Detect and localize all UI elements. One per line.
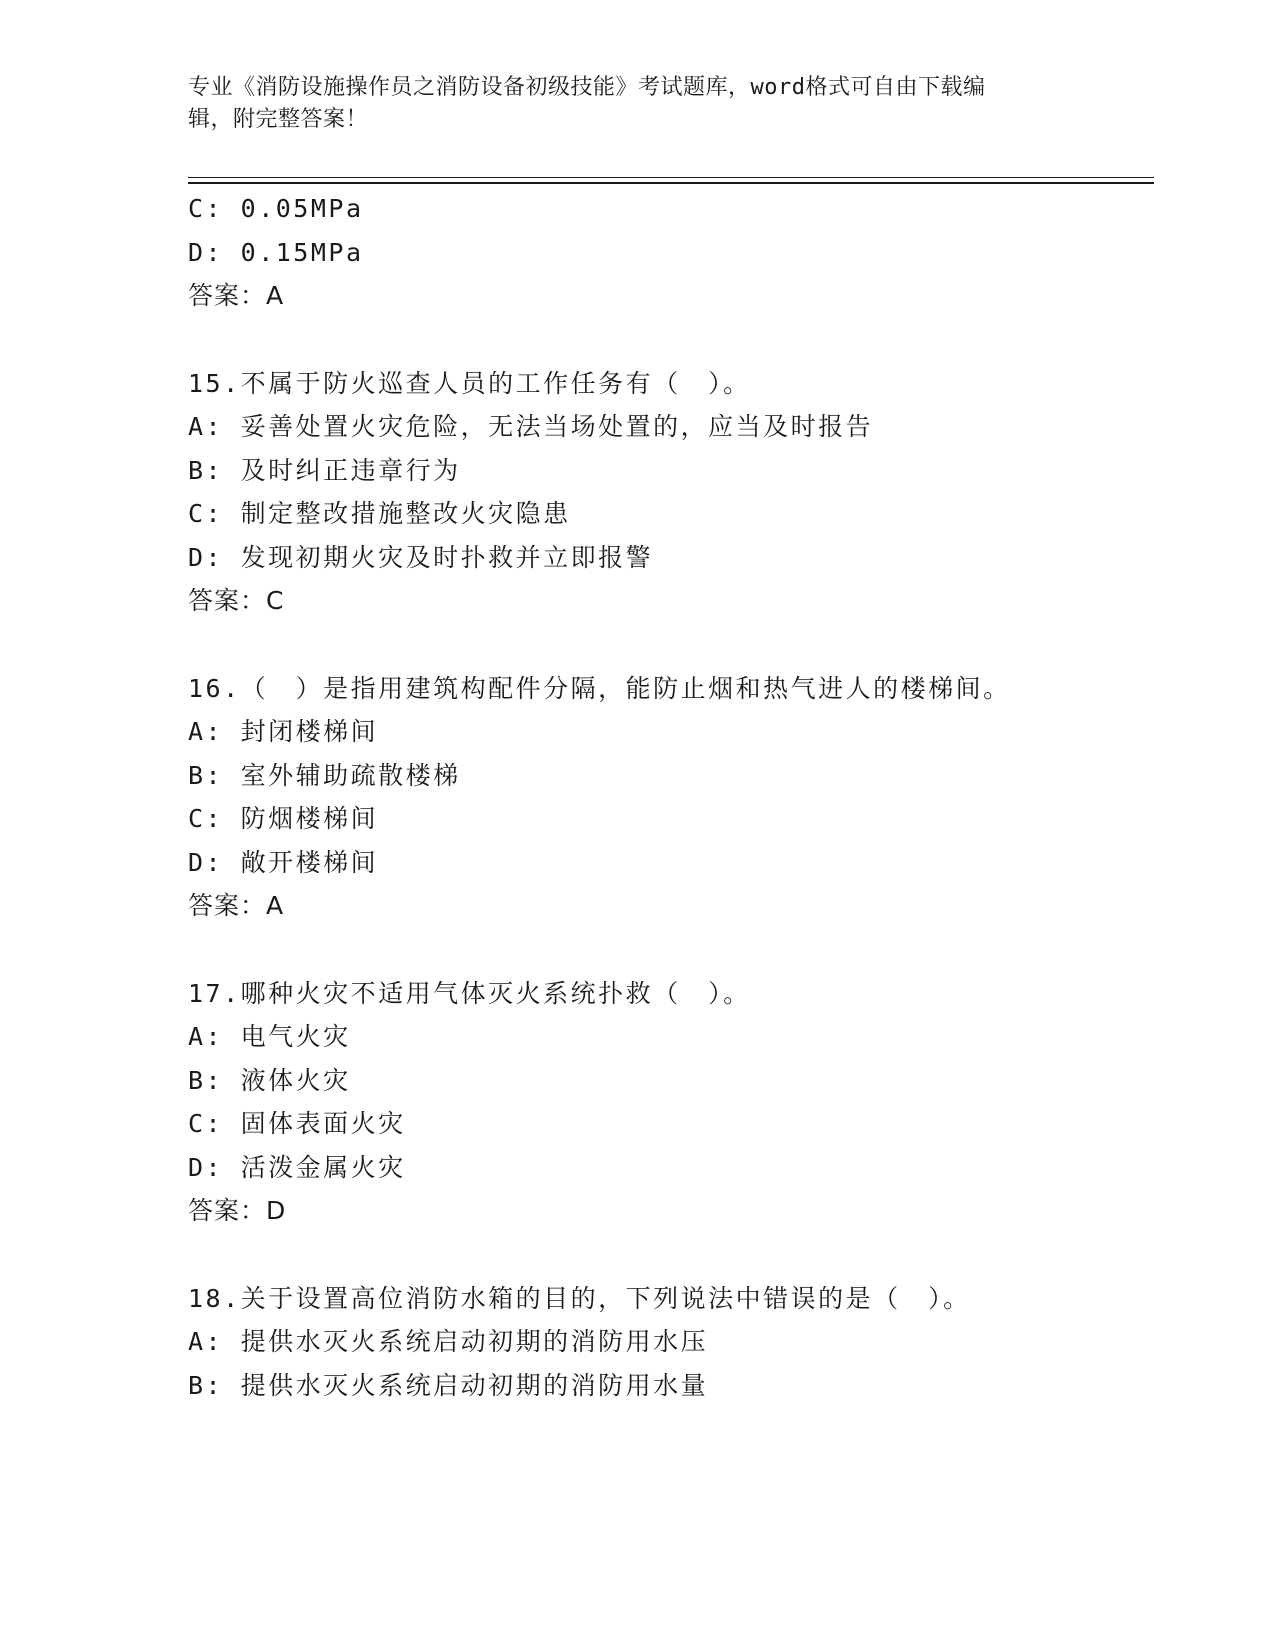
q15-option-c: C: 制定整改措施整改火灾隐患	[188, 499, 571, 528]
q17-option-a: A: 电气火灾	[188, 1022, 351, 1051]
q15-option-b: B: 及时纠正违章行为	[188, 456, 461, 485]
q16-question: 16.（ ）是指用建筑构配件分隔，能防止烟和热气进人的楼梯间。	[188, 674, 1011, 703]
q15-option-d: D: 发现初期火灾及时扑救并立即报警	[188, 543, 654, 572]
q16-answer: 答案：A	[188, 891, 285, 920]
header-divider-thin	[188, 177, 1154, 178]
q14-answer: 答案：A	[188, 281, 285, 310]
q16-option-d: D: 敞开楼梯间	[188, 848, 379, 877]
q18-question: 18.关于设置高位消防水箱的目的，下列说法中错误的是（ ）。	[188, 1284, 971, 1313]
header-divider-thick	[188, 182, 1154, 184]
q16-option-b: B: 室外辅助疏散楼梯	[188, 761, 461, 790]
q15-option-a: A: 妥善处置火灾危险，无法当场处置的，应当及时报告	[188, 412, 874, 441]
q18-option-a: A: 提供水灭火系统启动初期的消防用水压	[188, 1327, 709, 1356]
header-line-2: 辑，附完整答案！	[188, 107, 369, 132]
q17-answer: 答案：D	[188, 1196, 287, 1225]
q17-option-d: D: 活泼金属火灾	[188, 1153, 406, 1182]
q17-option-c: C: 固体表面火灾	[188, 1109, 406, 1138]
q15-question: 15.不属于防火巡查人员的工作任务有（ ）。	[188, 369, 751, 398]
header-line-1: 专业《消防设施操作员之消防设备初级技能》考试题库，word格式可自由下载编	[188, 75, 986, 100]
q14-option-c: C: 0.05MPa	[188, 194, 364, 223]
q18-option-b: B: 提供水灭火系统启动初期的消防用水量	[188, 1371, 709, 1400]
q17-question: 17.哪种火灾不适用气体灭火系统扑救（ ）。	[188, 979, 751, 1008]
q17-option-b: B: 液体火灾	[188, 1066, 351, 1095]
q14-option-d: D: 0.15MPa	[188, 238, 364, 267]
document-header	[188, 72, 1088, 136]
q16-option-a: A: 封闭楼梯间	[188, 717, 379, 746]
q16-option-c: C: 防烟楼梯间	[188, 804, 379, 833]
q15-answer: 答案：C	[188, 586, 285, 615]
